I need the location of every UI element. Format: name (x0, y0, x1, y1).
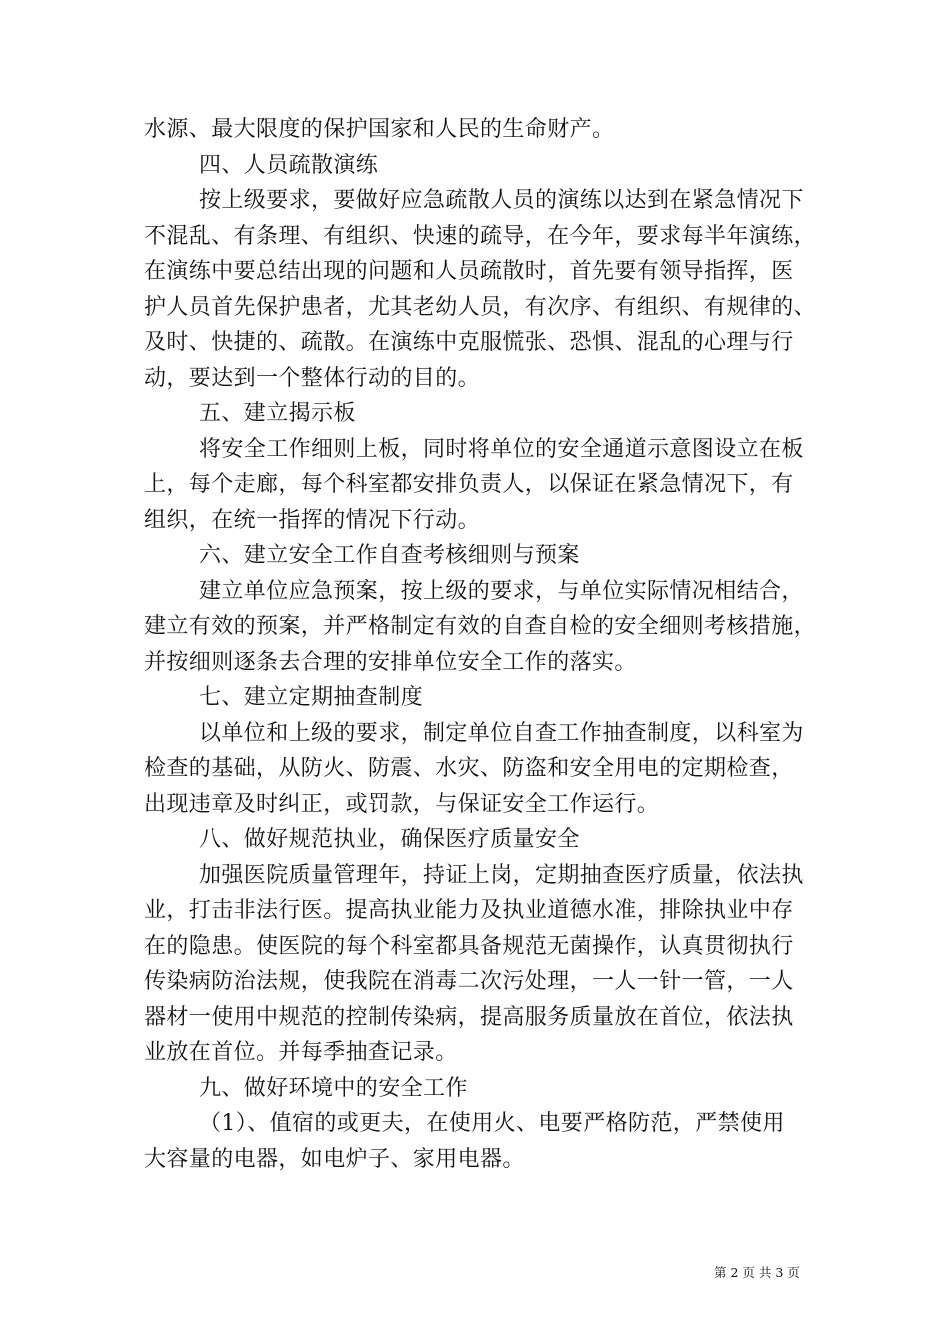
page-number: 第 2 页 共 3 页 (714, 1265, 800, 1280)
text-line: 出现违章及时纠正，或罚款，与保证安全工作运行。 (144, 791, 660, 817)
text-line: 上，每个走廊，每个科室都安排负责人，以保证在紧急情况下，有 (144, 472, 794, 497)
section-heading: 六、建立安全工作自查考核细则与预案 (199, 543, 580, 568)
text-line: 器材一使用中规范的控制传染病，提高服务质量放在首位，依法执 (144, 1004, 794, 1030)
text-line: 检查的基础，从防火、防震、水灾、防盗和安全用电的定期检查， (144, 756, 794, 781)
text-line: 建立单位应急预案，按上级的要求，与单位实际情况相结合， (199, 578, 804, 604)
text-line: 传染病防治法规，使我院在消毒二次污处理，一人一针一管，一人 (144, 969, 794, 994)
text-line: 动，要达到一个整体行动的目的。 (144, 365, 481, 391)
text-line: 按上级要求，要做好应急疏散人员的演练以达到在紧急情况下 (199, 188, 804, 213)
text-line: 并按细则逐条去合理的安排单位安全工作的落实。 (144, 649, 637, 675)
text-line: 将安全工作细则上板，同时将单位的安全通道示意图设立在板 (199, 436, 804, 462)
section-heading: 七、建立定期抽查制度 (199, 685, 424, 710)
text-line: 业放在首位。并每季抽查记录。 (144, 1040, 458, 1065)
text-line: 大容量的电器，如电炉子、家用电器。 (144, 1146, 525, 1172)
section-heading: 九、做好环境中的安全工作 (199, 1075, 468, 1101)
text-line: 以单位和上级的要求，制定单位自查工作抽查制度，以科室为 (199, 720, 804, 746)
text-line: 加强医院质量管理年，持证上岗，定期抽查医疗质量，依法执 (199, 862, 804, 888)
text-line: （1）、值宿的或更夫，在使用火、电要严格防范，严禁使用 (199, 1111, 785, 1136)
section-heading: 五、建立揭示板 (199, 401, 356, 426)
text-line: 建立有效的预案，并严格制定有效的自查自检的安全细则考核措施， (144, 614, 817, 639)
section-heading: 四、人员疏散演练 (199, 152, 379, 178)
text-line: 及时、快捷的、疏散。在演练中克服慌张、恐惧、混乱的心理与行 (144, 330, 794, 355)
text-line: 在的隐患。使医院的每个科室都具备规范无菌操作，认真贯彻执行 (144, 933, 794, 959)
text-line: 组织，在统一指挥的情况下行动。 (144, 507, 481, 533)
section-heading: 八、做好规范执业，确保医疗质量安全 (199, 827, 580, 852)
document-body (144, 112, 816, 1177)
text-line: 在演练中要总结出现的问题和人员疏散时，首先要有领导指挥，医 (144, 259, 794, 284)
text-line: 业，打击非法行医。提高执业能力及执业道德水准，排除执业中存 (144, 898, 794, 923)
text-line: 护人员首先保护患者，尤其老幼人员，有次序、有组织、有规律的、 (144, 294, 817, 320)
text-line: 不混乱、有条理、有组织、快速的疏导，在今年，要求每半年演练， (144, 223, 817, 249)
text-line: 水源、最大限度的保护国家和人民的生命财产。 (144, 117, 615, 142)
